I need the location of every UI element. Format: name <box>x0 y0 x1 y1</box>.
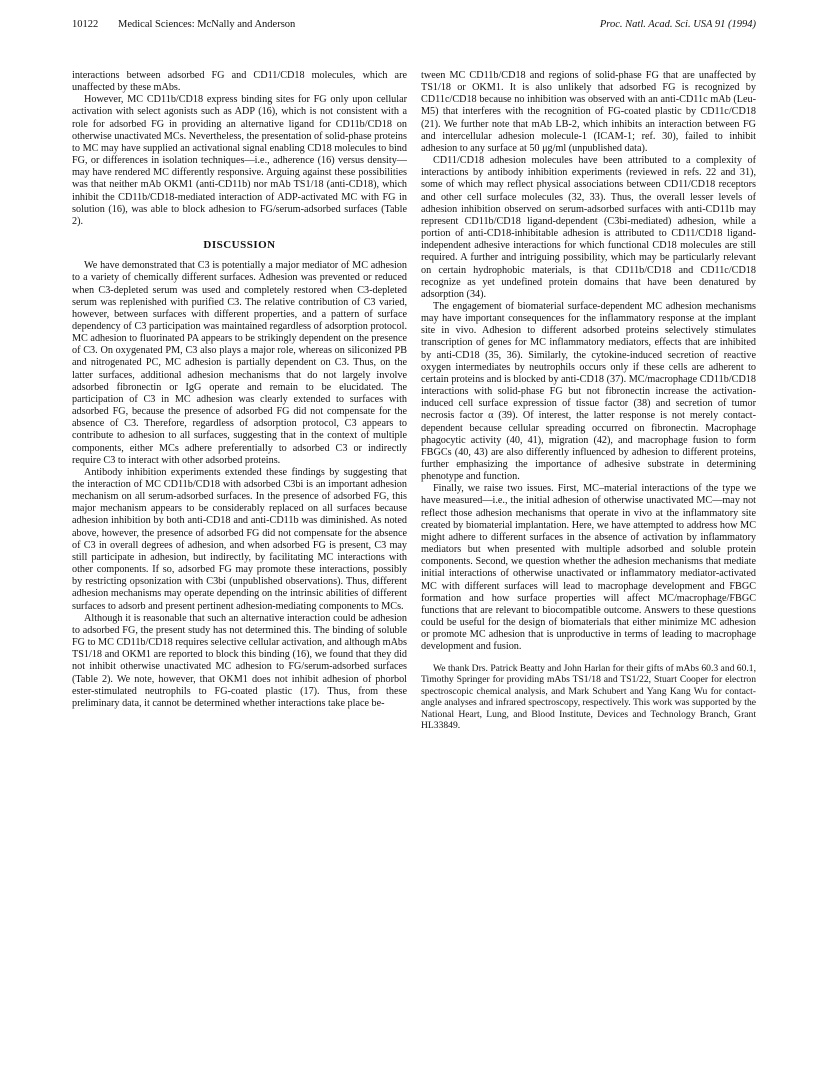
journal-citation: Proc. Natl. Acad. Sci. USA 91 (1994) <box>599 19 756 30</box>
paragraph: CD11/CD18 adhesion molecules have been attributed to a complexity of interactions by antibody inhibition experiments (reviewed in refs. 22 and 31), some of which may reflect physical associations between CD11/CD18 receptors and other cell surface molecules (32, 33). Thus, the overall lesser levels of adhesion inhibition observed on serum-adsorbed surfaces with anti-CD11b may represent CD11b/CD18 ligand-dependent (C3bi-mediated) adhesion, while a portion of anti-CD18-inhibitable adhesion is attributed to CD11/CD18 ligand-independent adhesive interactions for which functional CD18 molecules are still required. A further and intriguing possibility, which may be particularly relevant on certain hydrophobic materials, is that CD11b/CD18 and CD11c/CD18 recognize as yet undefined protein domains that have been denatured by adsorption (34). <box>421 155 756 300</box>
section-heading: DISCUSSION <box>203 239 276 252</box>
acknowledgment: We thank Drs. Patrick Beatty and John Harlan for their gifts of mAbs 60.3 and 60.1, Timothy Springer for providing mAbs TS1/18 and TS1/22, Stuart Cooper for electron spectroscopic chemical analysis, and Mark Schubert and Yang Kang Wu for contact-angle analyses and infrared spectroscopy, respectively. This work was supported by the National Heart, Lung, and Blood Institute, Devices and Technology Branch, Grant HL33849. <box>421 662 756 731</box>
paragraph: The engagement of biomaterial surface-dependent MC adhesion mechanisms may have important consequences for the inflammatory response at the implant site in vivo. Adhesion to different adsorbed proteins selectively stimulates transcription of genes for MC inflammatory mediators, effects that are inhibited by anti-CD18 (35, 36). Similarly, the cytokine-induced secretion of reactive oxygen intermediates by neutrophils occurs only if these cells are adherent to certain proteins and is blocked by anti-CD18 (37). MC/macrophage CD11b/CD18 interactions with solid-phase FG but not fibronectin increase the activation-induced cell surface expression of tissue factor (38) and secretion of tumor necrosis factor α (39). Of interest, the latter response is not merely contact-dependent because cellular spreading occurred on fibronectin. Macrophage phagocytic activity (40, 41), migration (42), and macrophage fusion to form FBGCs (40, 43) are also differently influenced by adhesion to different proteins, further emphasizing the importance of adhesive substrate in determining phenotype and function. <box>421 300 756 483</box>
running-header <box>72 18 756 32</box>
paragraph: tween MC CD11b/CD18 and regions of solid-phase FG that are unaffected by TS1/18 or OKM1. It is also unlikely that adsorbed FG is recognized by CD11c/CD18 because no inhibition was observed with an anti-CD11c mAb (Leu-M5) that interferes with the recognition of FG-coated plastic by CD11c/CD18 (21). We further note that mAb LB-2, which inhibits an interaction between FG and intercellular adhesion molecule-1 (ICAM-1; ref. 30), failed to inhibit adhesion to any surface at 50 μg/ml (unpublished data). <box>421 70 756 154</box>
left-column <box>72 70 407 710</box>
paragraph: Finally, we raise two issues. First, MC–material interactions of the type we have measured—i.e., the initial adhesion of otherwise unactivated MC—may not reflect those adhesion mechanisms that operate in vivo at the inflammatory site created by biomaterial implantation. Here, we have attempted to address how MC might adhere to different surfaces in the absence of activation by inflammatory mediators but when presented with multiple adsorbed and soluble protein components. Second, we question whether the adhesion mechanisms that mediate initial interactions of otherwise unactivated or inflammatory mediator-activated MC with different surfaces will lead to macrophage development and FBGC formation and how surface properties will affect MC/macrophage/FBGC functions that are relevant to biocompatible outcome. Answers to these questions could be useful for the design of biomaterials that either minimize MC adhesion or promote MC adhesion that is unproductive in terms of leading to macrophage development and fusion. <box>421 483 756 653</box>
paragraph: Although it is reasonable that such an alternative interaction could be adhesion to adsorbed FG, the present study has not determined this. The binding of soluble FG to MC CD11b/CD18 requires selective cellular activation, and although mAbs TS1/18 and OKM1 are reported to block this binding (16), we found that they did not inhibit otherwise unactivated MC adhesion to FG/serum-adsorbed surfaces (Table 2). We note, however, that OKM1 does not inhibit adhesion of phorbol ester-stimulated neutrophils to FG-coated plastic (17). Thus, from these preliminary data, it cannot be determined whether interactions take place be- <box>72 612 407 709</box>
page-number: 10122 <box>72 19 99 30</box>
paragraph: However, MC CD11b/CD18 express binding sites for FG only upon cellular activation with select agonists such as ADP (16), which is not consistent with a role for adsorbed FG in providing an alternative ligand for CD11b/CD18 on otherwise unactivated MCs. Nevertheless, the presentation of solid-phase proteins to MC may have supplied an activational signal enabling CD18 molecules to bind FG, or differences in isolation techniques—i.e., adherence (16) versus density—may have rendered MC differently responsive. Arguing against these possibilities was that neither mAb OKM1 (anti-CD11b) nor mAb TS1/18 (anti-CD18), which inhibit the CD11b/CD18-mediated interaction of ADP-activated MC with FG in solution (16), was able to block adhesion to FG/serum-adsorbed surfaces (Table 2). <box>72 94 407 227</box>
paragraph: We have demonstrated that C3 is potentially a major mediator of MC adhesion to a variety of chemically different surfaces. Adhesion was prevented or reduced when C3-depleted serum was used and completely restored when C3-depleted serum was replenished with purified C3. The relative contribution of C3 varied, however, between surfaces with different properties, and a pattern of surface dependency of C3 participation was maintained regardless of adsorption protocol. MC adhesion to fluorinated PA appears to be strikingly dependent on the presence of C3. On oxygenated PM, C3 also plays a major role, whereas on siliconized PB and nitrogenated PC, MC adhesion is partially dependent on C3. Thus, on the latter surfaces, additional adhesion mechanisms that do not largely involve adsorbed fibronectin or IgG operate and remain to be elucidated. The participation of C3 in MC adhesion was clearly extended to surfaces with adsorbed FG, because the presence of adsorbed FG did not compensate for the absence of C3. Therefore, regardless of adsorption protocol, C3 appears to contribute to adhesion to all surfaces, suggesting that in the context of multiple components, either MCs adhere preferentially to adsorbed C3 or indirectly require C3 to interact with other adsorbed proteins. <box>72 260 407 466</box>
right-column <box>421 70 756 732</box>
section-title: Medical Sciences: McNally and Anderson <box>118 19 296 30</box>
paragraph: Antibody inhibition experiments extended these findings by suggesting that the interaction of MC CD11b/CD18 with adsorbed C3bi is an important adhesion mechanism on all serum-adsorbed surfaces. In the presence of adsorbed FG, this major mechanism appears to be considerably replaced on all surfaces because adhesion inhibition by both anti-CD18 and anti-CD11b was diminished. As noted above, however, the presence of adsorbed FG did not compensate for the absence of C3 in overall degrees of adhesion, and when adsorbed FG is present, C3 may still participate in adhesion, but indirectly, by facilitating MC interactions with other components. If so, adsorbed FG may promote these interactions, possibly by restricting opsonization with C3bi (unpublished observations). Thus, different adhesion mechanisms may operate depending on the intrinsic abilities of different surfaces to adsorb and present pertinent adhesion-mediating components to MCs. <box>72 466 407 612</box>
paragraph: interactions between adsorbed FG and CD11/CD18 molecules, which are unaffected by these mAbs. <box>72 70 407 94</box>
